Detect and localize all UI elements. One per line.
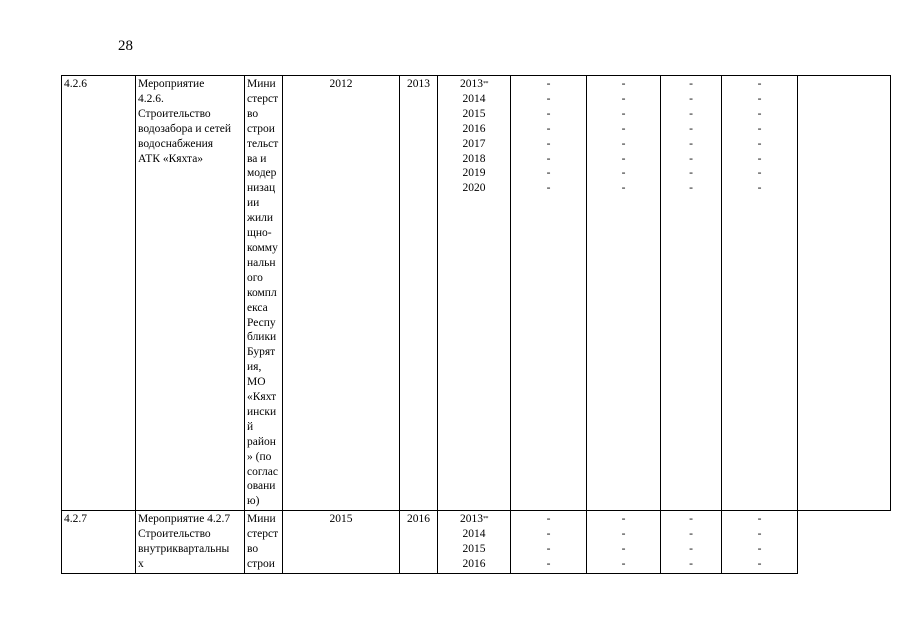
funding-value: - xyxy=(621,558,626,570)
funding-value: - xyxy=(546,167,551,180)
executor-line: щно- xyxy=(247,227,272,240)
executor-line: во xyxy=(247,543,259,556)
funding-value: - xyxy=(757,92,762,105)
funding-value: - xyxy=(757,137,762,150)
executor-line: район xyxy=(247,435,276,448)
funding-column xyxy=(587,511,661,574)
funding-value: - xyxy=(689,78,693,90)
year-item: 2014 xyxy=(462,528,486,541)
funding-column xyxy=(722,511,798,574)
year-item: 2015 xyxy=(462,543,486,556)
years-list xyxy=(438,511,511,574)
activity-name-line: 4.2.6. xyxy=(138,92,164,105)
page-number: 28 xyxy=(118,38,133,54)
funding-value: - xyxy=(546,152,551,165)
executor-line: строи xyxy=(247,558,275,570)
activity-name-line: Строительство xyxy=(138,528,211,541)
year-item: 2018 xyxy=(462,152,486,165)
executor-line: ва и xyxy=(247,152,267,165)
activity-name xyxy=(136,76,245,511)
executor-line: строи xyxy=(247,122,275,135)
executor-line: ии xyxy=(247,197,260,210)
executor-line: ия, xyxy=(247,361,262,374)
activity-name xyxy=(136,511,245,574)
funding-value: - xyxy=(546,92,551,105)
funding-value: - xyxy=(546,543,551,556)
year-item: 2017 xyxy=(462,137,486,150)
funding-value: - xyxy=(621,137,626,150)
year-item: 2016 xyxy=(462,558,486,570)
funding-column xyxy=(661,511,722,574)
funding-value: - xyxy=(546,182,551,195)
table-row xyxy=(62,76,891,511)
notes-column xyxy=(798,76,891,511)
executor-line: екса xyxy=(247,301,268,314)
executor-line: Мини xyxy=(247,513,276,526)
executor-line: МО xyxy=(247,376,266,389)
footnote-mark: ** xyxy=(483,81,488,87)
executor-line: тельст xyxy=(247,137,279,150)
year-item: 2014 xyxy=(462,92,486,105)
executor-line: комму xyxy=(247,241,278,254)
executor-line: жили xyxy=(247,212,273,225)
funding-value: - xyxy=(621,92,626,105)
activity-name-line: Мероприятие 4.2.7 xyxy=(138,513,231,526)
executor-line: ого xyxy=(247,271,263,284)
end-year: 2016 xyxy=(400,511,438,574)
activity-code: 4.2.6 xyxy=(62,76,136,511)
executor-line: Респу xyxy=(247,316,276,329)
funding-column xyxy=(511,511,587,574)
funding-value: - xyxy=(689,107,693,120)
funding-column xyxy=(722,76,798,511)
funding-value: - xyxy=(689,122,693,135)
executor-line: модер xyxy=(247,167,277,180)
funding-column xyxy=(661,76,722,511)
executor-line: низац xyxy=(247,182,276,195)
executor-line: блики xyxy=(247,331,277,344)
funding-value: - xyxy=(689,167,693,180)
funding-value: - xyxy=(689,528,693,541)
funding-value: - xyxy=(546,107,551,120)
year-item: 2016 xyxy=(462,122,486,135)
funding-value: - xyxy=(689,558,693,570)
activity-name-line: водоснабжения xyxy=(138,137,214,150)
funding-column xyxy=(511,76,587,511)
funding-value: - xyxy=(757,543,762,556)
executor-line: нальн xyxy=(247,256,276,269)
year-item: 2013** xyxy=(460,513,488,526)
executor-line: Бурят xyxy=(247,346,276,359)
executor-line: » (по xyxy=(247,450,272,463)
start-year: 2015 xyxy=(283,511,400,574)
funding-value: - xyxy=(621,78,626,90)
funding-value: - xyxy=(757,167,762,180)
funding-value: - xyxy=(757,182,762,195)
year-item: 2020 xyxy=(462,182,486,195)
activity-name-line: водозабора и сетей xyxy=(138,122,232,135)
activity-name-line: Строительство xyxy=(138,107,211,120)
funding-value: - xyxy=(621,528,626,541)
activity-name-line: внутриквартальны xyxy=(138,543,230,556)
funding-value: - xyxy=(689,137,693,150)
funding-value: - xyxy=(757,558,762,570)
funding-value: - xyxy=(689,182,693,195)
activity-name-line: АТК «Кяхта» xyxy=(138,152,204,165)
executor-line: стерст xyxy=(247,528,279,541)
activity-name-line: х xyxy=(138,558,144,570)
funding-value: - xyxy=(621,152,626,165)
funding-value: - xyxy=(689,92,693,105)
year-item: 2015 xyxy=(462,107,486,120)
program-activities-table xyxy=(61,75,891,574)
activity-name-line: Мероприятие xyxy=(138,78,205,90)
funding-column xyxy=(587,76,661,511)
executor-line: соглас xyxy=(247,465,278,478)
footnote-mark: ** xyxy=(483,516,488,523)
funding-value: - xyxy=(757,78,762,90)
executor-line: ю) xyxy=(247,495,260,508)
end-year: 2013 xyxy=(400,76,438,511)
funding-value: - xyxy=(689,513,693,526)
funding-value: - xyxy=(546,122,551,135)
funding-value: - xyxy=(621,122,626,135)
years-list xyxy=(438,76,511,511)
executor-line: во xyxy=(247,107,259,120)
executor-line: Мини xyxy=(247,78,276,90)
funding-value: - xyxy=(757,513,762,526)
funding-value: - xyxy=(621,543,626,556)
funding-value: - xyxy=(757,122,762,135)
funding-value: - xyxy=(757,528,762,541)
executor-line: й xyxy=(247,420,254,433)
executor xyxy=(245,511,283,574)
funding-value: - xyxy=(689,152,693,165)
year-item: 2013** xyxy=(460,78,488,90)
funding-value: - xyxy=(757,107,762,120)
funding-value: - xyxy=(621,107,626,120)
start-year: 2012 xyxy=(283,76,400,511)
funding-value: - xyxy=(757,152,762,165)
executor-line: компл xyxy=(247,286,277,299)
funding-value: - xyxy=(546,137,551,150)
funding-value: - xyxy=(546,558,551,570)
funding-value: - xyxy=(621,182,626,195)
funding-value: - xyxy=(546,528,551,541)
table-row xyxy=(62,511,891,574)
executor-line: «Кяхт xyxy=(247,391,277,404)
funding-value: - xyxy=(689,543,693,556)
executor xyxy=(245,76,283,511)
funding-value: - xyxy=(621,167,626,180)
funding-value: - xyxy=(621,513,626,526)
executor-line: ински xyxy=(247,405,277,418)
year-item: 2019 xyxy=(462,167,486,180)
executor-line: овани xyxy=(247,480,276,493)
executor-line: стерст xyxy=(247,92,279,105)
notes-column xyxy=(798,511,891,574)
funding-value: - xyxy=(546,78,551,90)
activity-code: 4.2.7 xyxy=(62,511,136,574)
funding-value: - xyxy=(546,513,551,526)
